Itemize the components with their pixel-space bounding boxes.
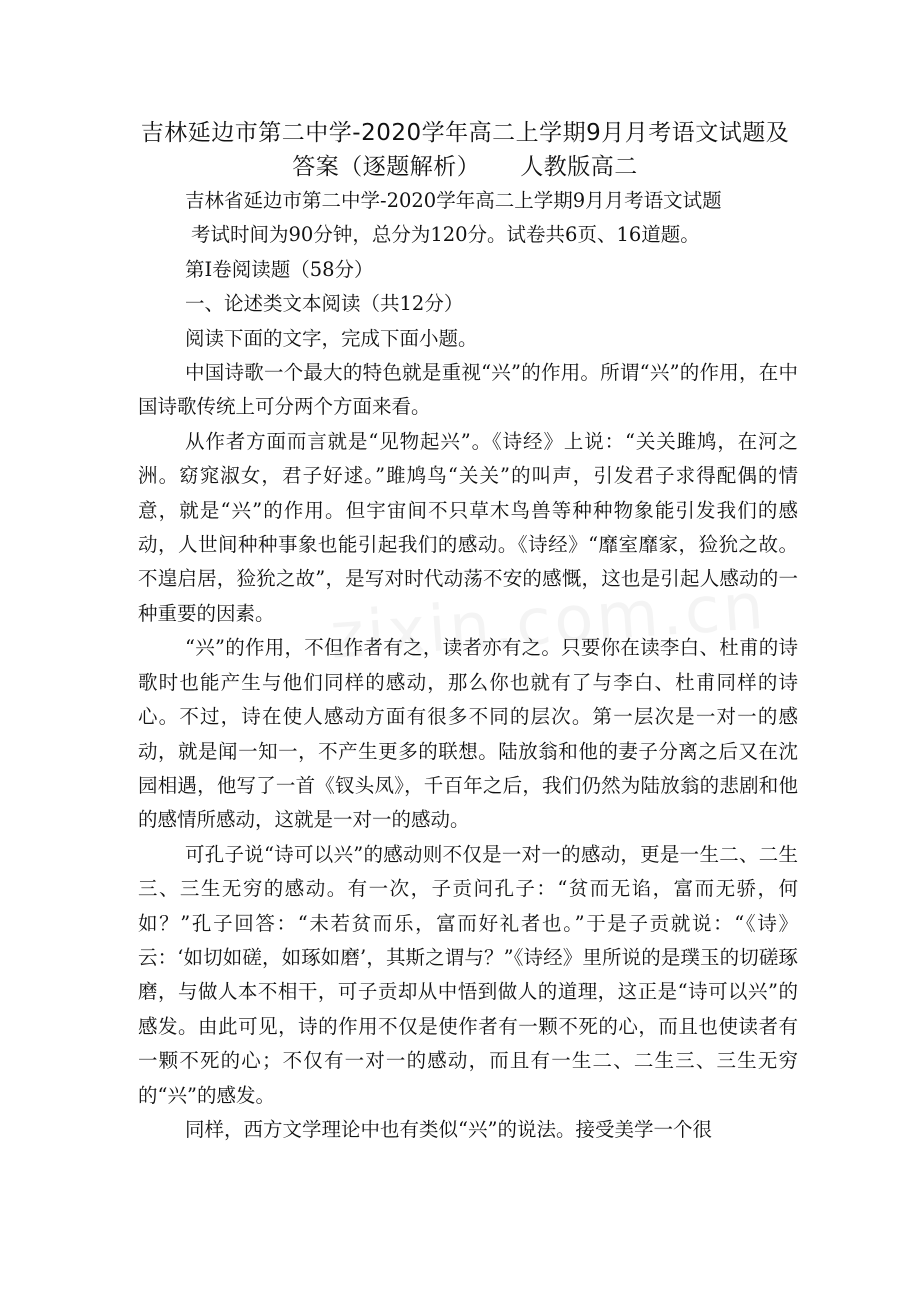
title-subtitle: 答案（逐题解析） [292,154,481,180]
paragraph-4: 可孔子说“诗可以兴”的感动则不仅是一对一的感动，更是一生二、二生三、三生无穷的感动。有一次，子贡问孔子：“贫而无谄，富而无骄，何如？”孔子回答：“未若贫而乐，富而好礼者也。”于是子贡就说：“《诗》云：‘如切如磋，如琢如磨’，其斯之谓与？”《诗经》里所说的是璞玉的切磋琢磨，与做人本不相干，可子贡却从中悟到做人的道理，这正是“诗可以兴”的感发。由此可见，诗的作用不仅是使作者有一颗不死的心，而且也使读者有一颗不死的心；不仅有一对一的感动，而且有一生二、二生三、三生无穷的“兴”的感发。 [138,842,798,1107]
paragraph-5: 同样，西方文学理论中也有类似“兴”的说法。接受美学一个很 [185,1117,712,1141]
document-body [138,184,798,1147]
exam-info: 考试时间为90分钟，总分为120分。试卷共6页、16道题。 [191,223,700,247]
paragraph-2: 从作者方面而言就是“见物起兴”。《诗经》上说：“关关雎鸠，在河之洲。窈窕淑女，君子好逑。”雎鸠鸟“关关”的叫声，引发君子求得配偶的情意，就是“兴”的作用。但宇宙间不只草木鸟兽等种种物象能引发我们的感动，人世间种种事象也能引起我们的感动。《诗经》“靡室靡家，猃狁之故。不遑启居，猃狁之故”，是写对时代动荡不安的感慨，这也是引起人感动的一种重要的因素。 [138,429,798,625]
instruction: 阅读下面的文字，完成下面小题。 [185,326,478,350]
exam-heading: 吉林省延边市第二中学-2020学年高二上学期9月月考语文试题 [185,189,722,212]
part-heading: 一、论述类文本阅读（共12分） [185,292,464,316]
title-grade: 人教版高二 [520,154,638,180]
paragraph-1: 中国诗歌一个最大的特色就是重视“兴”的作用。所谓“兴”的作用，在中国诗歌传统上可分两个方面来看。 [138,361,798,419]
paragraph-3: “兴”的作用，不但作者有之，读者亦有之。只要你在读李白、杜甫的诗歌时也能产生与他们同样的感动，那么你也就有了与李白、杜甫同样的诗心。不过，诗在使人感动方面有很多不同的层次。第一层次是一对一的感动，就是闻一知一，不产生更多的联想。陆放翁和他的妻子分离之后又在沈园相遇，他写了一首《钗头凤》，千百年之后，我们仍然为陆放翁的悲剧和他的感情所感动，这就是一对一的感动。 [138,636,798,832]
document-title-line-2 [130,150,800,184]
section-heading: 第Ⅰ卷阅读题（58分） [185,257,374,281]
document-title-line-1: 吉林延边市第二中学-2020学年高二上学期9月月考语文试题及 [140,120,790,146]
